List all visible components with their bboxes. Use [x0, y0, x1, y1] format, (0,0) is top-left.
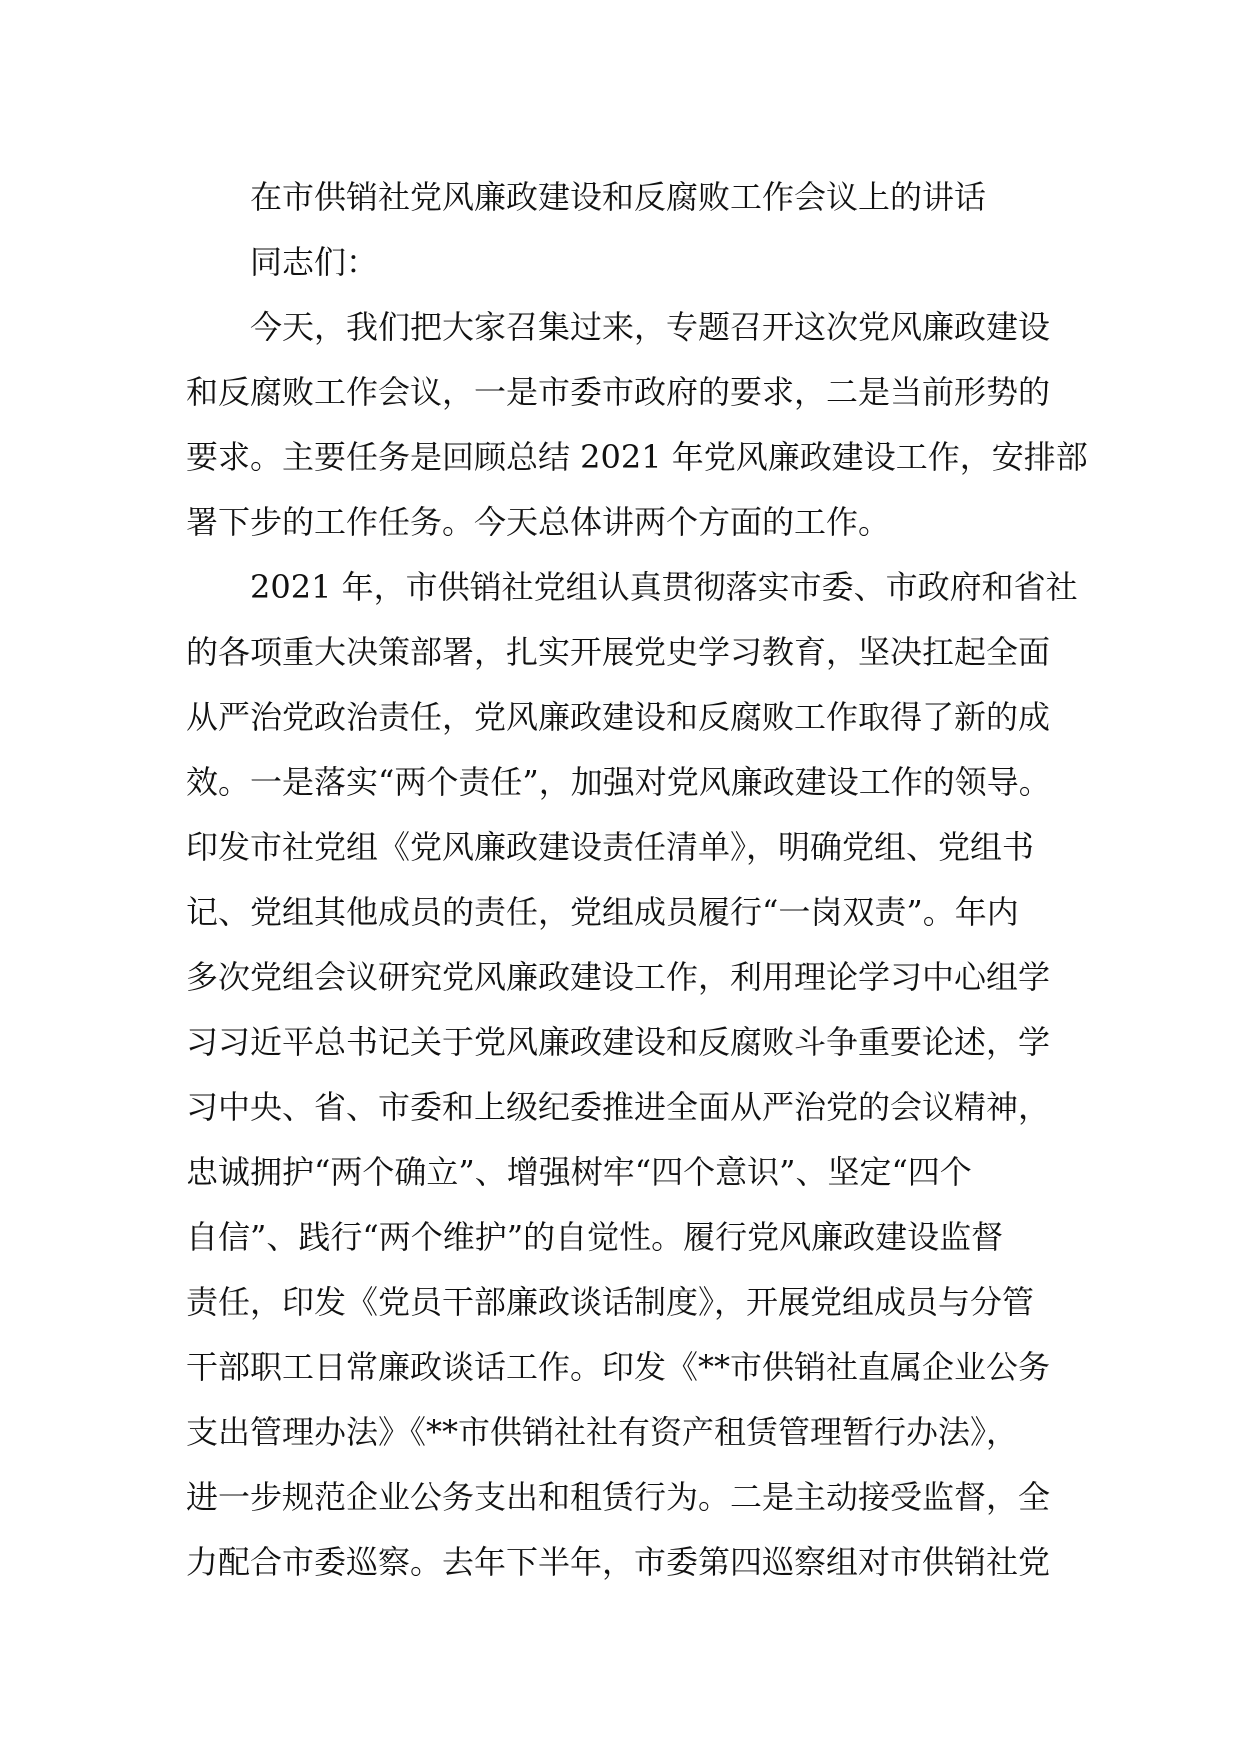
paragraph-1-line-2: 和反腐败工作会议，一是市委市政府的要求，二是当前形势的 — [186, 373, 1051, 411]
paragraph-2-line-10: 忠诚拥护“两个确立”、增强树牢“四个意识”、坚定“四个 — [186, 1153, 972, 1191]
paragraph-2-line-13: 干部职工日常廉政谈话工作。印发《**市供销社直属企业公务 — [186, 1348, 1051, 1386]
paragraph-2-line-12: 责任，印发《党员干部廉政谈话制度》，开展党组成员与分管 — [186, 1283, 1035, 1321]
paragraph-1-line-1: 今天，我们把大家召集过来，专题召开这次党风廉政建设 — [250, 308, 1051, 346]
paragraph-2-line-4: 效。一是落实“两个责任”，加强对党风廉政建设工作的领导。 — [186, 763, 1051, 801]
paragraph-2-line-8: 习习近平总书记关于党风廉政建设和反腐败斗争重要论述，学 — [186, 1023, 1051, 1061]
paragraph-2-line-14: 支出管理办法》《**市供销社社有资产租赁管理暂行办法》， — [186, 1413, 1019, 1451]
paragraph-2-line-9: 习中央、省、市委和上级纪委推进全面从严治党的会议精神， — [186, 1088, 1051, 1126]
salutation: 同志们： — [250, 243, 379, 281]
paragraph-2-line-11: 自信”、践行“两个维护”的自觉性。履行党风廉政建设监督 — [186, 1218, 1004, 1256]
paragraph-2-line-1: 2021 年，市供销社党组认真贯彻落实市委、市政府和省社 — [250, 568, 1078, 606]
paragraph-2-line-6: 记、党组其他成员的责任，党组成员履行“一岗双责”。年内 — [186, 893, 1019, 931]
document-body — [186, 165, 1088, 1595]
paragraph-2-line-16: 力配合市委巡察。去年下半年，市委第四巡察组对市供销社党 — [186, 1543, 1051, 1581]
paragraph-2-line-5: 印发市社党组《党风廉政建设责任清单》，明确党组、党组书 — [186, 828, 1035, 866]
paragraph-2-line-2: 的各项重大决策部署，扎实开展党史学习教育，坚决扛起全面 — [186, 633, 1051, 671]
paragraph-2-line-15: 进一步规范企业公务支出和租赁行为。二是主动接受监督，全 — [186, 1478, 1051, 1516]
paragraph-2-line-3: 从严治党政治责任，党风廉政建设和反腐败工作取得了新的成 — [186, 698, 1051, 736]
page-title: 在市供销社党风廉政建设和反腐败工作会议上的讲话 — [250, 178, 987, 216]
paragraph-2-line-7: 多次党组会议研究党风廉政建设工作，利用理论学习中心组学 — [186, 958, 1051, 996]
paragraph-1-line-4: 署下步的工作任务。今天总体讲两个方面的工作。 — [186, 503, 891, 541]
paragraph-1-line-3: 要求。主要任务是回顾总结 2021 年党风廉政建设工作，安排部 — [186, 438, 1088, 476]
